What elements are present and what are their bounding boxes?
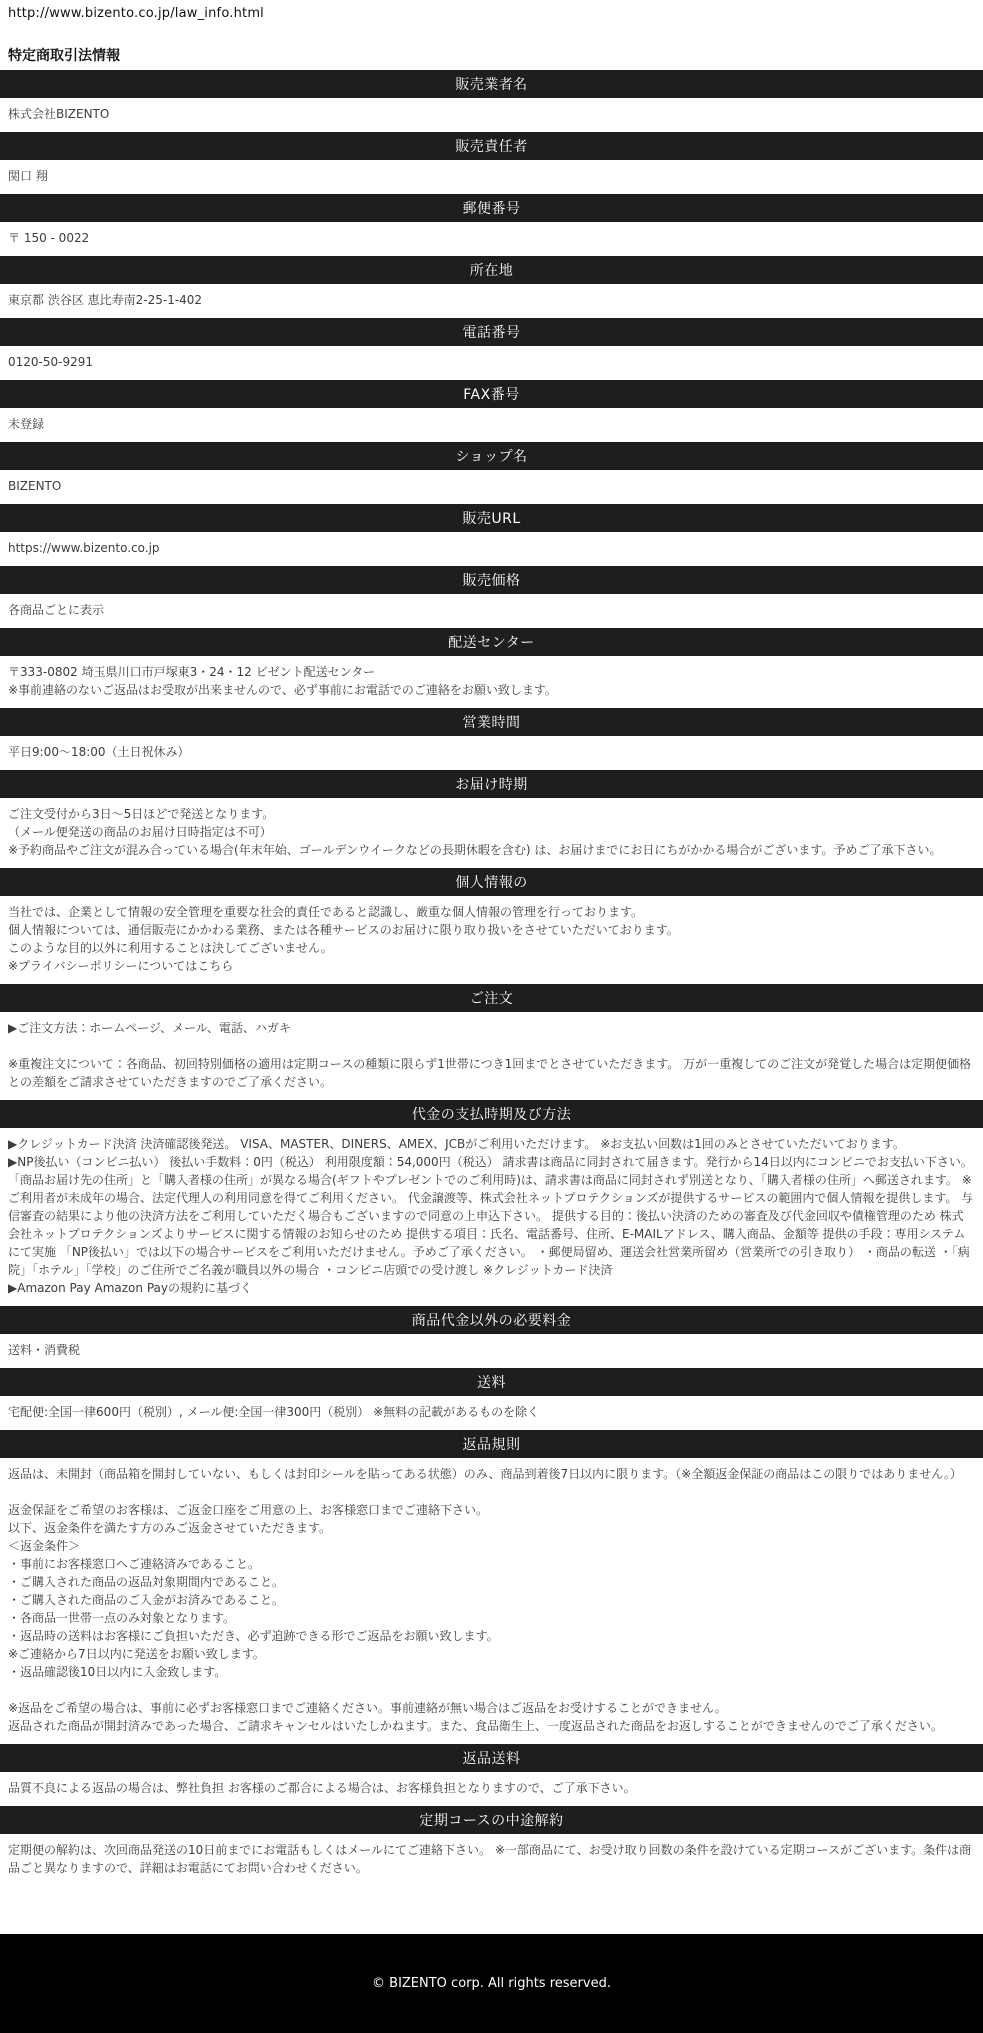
section-body bbox=[8, 743, 975, 761]
section-heading-label: 代金の支払時期及び方法 bbox=[411, 1107, 572, 1123]
section-heading-bar bbox=[0, 628, 983, 656]
section-heading-bar bbox=[0, 70, 983, 98]
section-body bbox=[8, 415, 975, 433]
section-heading-label: 商品代金以外の必要料金 bbox=[411, 1313, 572, 1329]
section-body-line: ご注文受付から3日〜5日ほどで発送となります。 bbox=[8, 807, 275, 821]
section-body-line: ・事前にお客様窓口へご連絡済みであること。 bbox=[8, 1557, 261, 1571]
law-info-section bbox=[0, 442, 983, 495]
section-body-line bbox=[8, 1037, 975, 1055]
section-body-line: 〒 150 - 0022 bbox=[8, 231, 90, 245]
section-heading-bar bbox=[0, 1100, 983, 1128]
section-body-line: 株式会社BIZENTO bbox=[8, 107, 110, 121]
section-heading-label: 電話番号 bbox=[462, 325, 521, 341]
section-body-line: ※プライバシーポリシーについてはこちら bbox=[8, 959, 234, 973]
section-body bbox=[8, 229, 975, 247]
law-info-section bbox=[0, 70, 983, 123]
section-body bbox=[8, 805, 975, 859]
section-body-line: ※事前連絡のないご返品はお受取が出来ませんので、必ず事前にお電話でのご連絡をお願い致します。 bbox=[8, 683, 557, 697]
section-body-line: ・返品確認後10日以内に入金致します。 bbox=[8, 1665, 227, 1679]
section-heading-label: 定期コースの中途解約 bbox=[419, 1813, 564, 1829]
section-body-line: 返品は、未開封（商品箱を開封していない、もしくは封印シールを貼ってある状態）のみ、商品到着後7日以内に限ります。（※全額返金保証の商品はこの限りではありません。） bbox=[8, 1467, 962, 1481]
law-info-section bbox=[0, 504, 983, 557]
section-body bbox=[8, 167, 975, 185]
law-info-section bbox=[0, 1430, 983, 1735]
section-body-line: ・ご購入された商品のご入金がお済みであること。 bbox=[8, 1593, 285, 1607]
law-info-section bbox=[0, 868, 983, 975]
law-info-section bbox=[0, 256, 983, 309]
law-info-section bbox=[0, 1806, 983, 1877]
section-body-line: 品質不良による返品の場合は、弊社負担 お客様のご都合による場合は、お客様負担となりますので、ご了承下さい。 bbox=[8, 1781, 636, 1795]
law-info-section bbox=[0, 566, 983, 619]
section-body-line: 〒333-0802 埼玉県川口市戸塚東3・24・12 ビゼント配送センター bbox=[8, 665, 376, 679]
section-heading-bar bbox=[0, 256, 983, 284]
section-body-line: ・ご購入された商品の返品対象期間内であること。 bbox=[8, 1575, 285, 1589]
law-info-section bbox=[0, 318, 983, 371]
law-info-section bbox=[0, 380, 983, 433]
section-heading-label: 所在地 bbox=[469, 263, 514, 279]
section-body bbox=[8, 903, 975, 975]
law-info-section bbox=[0, 708, 983, 761]
section-body bbox=[8, 1841, 975, 1877]
section-body-line: 以下、返金条件を満たす方のみご返金させていただきます。 bbox=[8, 1521, 332, 1535]
sections-container bbox=[0, 70, 983, 1877]
section-body bbox=[8, 663, 975, 699]
section-body-line: ※ご連絡から7日以内に発送をお願い致します。 bbox=[8, 1647, 265, 1661]
section-body-line: 個人情報については、通信販売にかかわる業務、または各種サービスのお届けに限り取り扱いをさせていただいております。 bbox=[8, 923, 679, 937]
section-heading-bar bbox=[0, 380, 983, 408]
section-body-line: ▶Amazon Pay Amazon Payの規約に基づく bbox=[8, 1281, 252, 1295]
section-body bbox=[8, 1465, 975, 1735]
section-heading-bar bbox=[0, 132, 983, 160]
section-body-line: 当社では、企業として情報の安全管理を重要な社会的責任であると認識し、厳重な個人情報の管理を行っております。 bbox=[8, 905, 644, 919]
section-body-line: 各商品ごとに表示 bbox=[8, 603, 105, 617]
url-header-text: http://www.bizento.co.jp/law_info.html bbox=[8, 6, 264, 21]
section-body-line: ※予約商品やご注文が混み合っている場合(年末年始、ゴールデンウイークなどの長期休暇を含む) は、お届けまでにお日にちがかかる場合がございます。予めご了承下さい。 bbox=[8, 843, 942, 857]
section-body-line: 関口 翔 bbox=[8, 169, 48, 183]
section-body-line: 返品された商品が開封済みであった場合、ご請求キャンセルはいたしかねます。また、食品衛生上、一度返品された商品をお返しすることができませんのでご了承ください。 bbox=[8, 1719, 943, 1733]
section-heading-label: ご注文 bbox=[469, 991, 514, 1007]
section-body-line: ▶ご注文方法：ホームページ、メール、電話、ハガキ bbox=[8, 1021, 291, 1035]
section-heading-bar bbox=[0, 318, 983, 346]
section-heading-label: 返品送料 bbox=[462, 1751, 521, 1767]
copyright-text: © BIZENTO corp. All rights reserved. bbox=[372, 1976, 611, 1991]
section-heading-label: ショップ名 bbox=[455, 449, 528, 465]
law-info-section bbox=[0, 1100, 983, 1297]
section-body-line: ・返品時の送料はお客様にご負担いただき、必ず追跡できる形でご返品をお願い致します。 bbox=[8, 1629, 499, 1643]
law-info-section bbox=[0, 1368, 983, 1421]
section-body bbox=[8, 105, 975, 123]
section-heading-bar bbox=[0, 1430, 983, 1458]
section-heading-bar bbox=[0, 442, 983, 470]
section-heading-bar bbox=[0, 770, 983, 798]
section-heading-label: 販売URL bbox=[462, 511, 521, 527]
section-heading-label: 送料 bbox=[477, 1375, 506, 1391]
law-info-section bbox=[0, 984, 983, 1091]
section-body bbox=[8, 477, 975, 495]
section-heading-label: FAX番号 bbox=[463, 387, 520, 403]
law-info-section bbox=[0, 1306, 983, 1359]
section-body-line: ・各商品一世帯一点のみ対象となります。 bbox=[8, 1611, 236, 1625]
section-body-line: ※重複注文について：各商品、初回特別価格の適用は定期コースの種類に限らず1世帯につき1回までとさせていただきます。 万が一重複してのご注文が発覚した場合は定期便価格との差額をご請求させていただきますのでご了承ください。 bbox=[8, 1057, 972, 1089]
section-body-line: 定期便の解約は、次回商品発送の10日前までにお電話もしくはメールにてご連絡下さい。 ※一部商品にて、お受け取り回数の条件を設けている定期コースがございます。条件は商品ごと異なりますので、詳細はお電話にてお問い合わせください。 bbox=[8, 1843, 972, 1875]
section-heading-bar bbox=[0, 566, 983, 594]
section-body-line: BIZENTO bbox=[8, 479, 62, 493]
law-info-section bbox=[0, 132, 983, 185]
section-body-line: ※返品をご希望の場合は、事前に必ずお客様窓口までご連絡ください。事前連絡が無い場合はご返品をお受けすることができません。 bbox=[8, 1701, 727, 1715]
section-body bbox=[8, 1135, 975, 1297]
section-body bbox=[8, 1341, 975, 1359]
page bbox=[0, 6, 983, 1991]
section-body bbox=[8, 353, 975, 371]
section-body-line: 0120-50-9291 bbox=[8, 355, 94, 369]
section-body-line bbox=[8, 1483, 975, 1501]
law-info-section bbox=[0, 770, 983, 859]
section-body-line: （メール便発送の商品のお届け日時指定は不可） bbox=[8, 825, 272, 839]
section-body bbox=[8, 1403, 975, 1421]
law-info-section bbox=[0, 1744, 983, 1797]
section-body-line: 平日9:00〜18:00（土日祝休み） bbox=[8, 745, 190, 759]
section-heading-label: 販売業者名 bbox=[455, 77, 528, 93]
section-body bbox=[8, 1779, 975, 1797]
section-heading-bar bbox=[0, 1806, 983, 1834]
section-heading-bar bbox=[0, 504, 983, 532]
section-body-line: ▶NP後払い（コンビニ払い） 後払い手数料：0円（税込） 利用限度額：54,000円（税込） 請求書は商品に同封されて届きます。発行から14日以内にコンビニでお支払い下さい。「商品お届け先の住所」と「購入者様の住所」が異なる場合(ギフトやプレゼントでのご利用時)は、請求書は商品に同封されず別送となり、「購入者様の住所」へ郵送されます。 ※ご利用者が未成年の場合、法定代理人の利用同意を得てご利用ください。 代金譲渡等、株式会社ネットプロテクションズが提供するサービスの範囲内で個人情報を提供します。 与信審査の結果により他の決済方法をご利用していただく場合もございますので同意の上申込下さい。 提供する目的：後払い決済のための審査及び代金回収や債権管理のため 株式会社ネットプロテクションズよりサービスに関する情報のお知らせのため 提供する項目：氏名、電話番号、住所、E-MAILアドレス、購入商品、金額等 提供の手段：専用システムにて実施 「NP後払い」では以下の場合サービスをご利用いただけません。予めご了承ください。 ・郵便局留め、運送会社営業所留め（営業所での引き取り） ・商品の転送 ・「病院」「ホテル」「学校」のご住所でご名義が職員以外の場合 ・コンビニ店頭での受け渡し ※クレジットカード決済 bbox=[8, 1155, 974, 1277]
law-info-section bbox=[0, 628, 983, 699]
section-heading-label: 配送センター bbox=[448, 635, 535, 651]
section-body bbox=[8, 1019, 975, 1091]
section-heading-bar bbox=[0, 708, 983, 736]
section-heading-bar bbox=[0, 984, 983, 1012]
section-heading-label: 販売価格 bbox=[462, 573, 521, 589]
section-body bbox=[8, 601, 975, 619]
section-body-line: 東京都 渋谷区 恵比寿南2-25-1-402 bbox=[8, 293, 203, 307]
section-heading-label: 返品規則 bbox=[462, 1437, 521, 1453]
section-heading-bar bbox=[0, 194, 983, 222]
section-body-line: 送料・消費税 bbox=[8, 1343, 81, 1357]
section-heading-bar bbox=[0, 868, 983, 896]
section-body-line: https://www.bizento.co.jp bbox=[8, 541, 160, 555]
section-body-line bbox=[8, 1681, 975, 1699]
section-body bbox=[8, 539, 975, 557]
section-body-line: このような目的以外に利用することは決してございません。 bbox=[8, 941, 333, 955]
footer bbox=[0, 1934, 983, 2033]
section-body-line: 宅配便:全国一律600円（税別）, メール便:全国一律300円（税別） ※無料の記載があるものを除く bbox=[8, 1405, 540, 1419]
section-body-line: 未登録 bbox=[8, 417, 45, 431]
page-title: 特定商取引法情報 bbox=[8, 48, 120, 64]
section-heading-label: 郵便番号 bbox=[462, 201, 521, 217]
section-heading-bar bbox=[0, 1368, 983, 1396]
law-info-section bbox=[0, 194, 983, 247]
section-heading-label: 営業時間 bbox=[462, 715, 521, 731]
section-heading-bar bbox=[0, 1306, 983, 1334]
section-heading-label: お届け時期 bbox=[455, 777, 528, 793]
section-heading-label: 販売責任者 bbox=[455, 139, 528, 155]
section-body-line: 返金保証をご希望のお客様は、ご返金口座をご用意の上、お客様窓口までご連絡下さい。 bbox=[8, 1503, 489, 1517]
section-body-line: ▶クレジットカード決済 決済確認後発送。 VISA、MASTER、DINERS、AMEX、JCBがご利用いただけます。 ※お支払い回数は1回のみとさせていただいております。 bbox=[8, 1137, 905, 1151]
section-body-line: ＜返金条件＞ bbox=[8, 1539, 81, 1553]
section-heading-label: 個人情報の bbox=[455, 875, 528, 891]
section-body bbox=[8, 291, 975, 309]
section-heading-bar bbox=[0, 1744, 983, 1772]
